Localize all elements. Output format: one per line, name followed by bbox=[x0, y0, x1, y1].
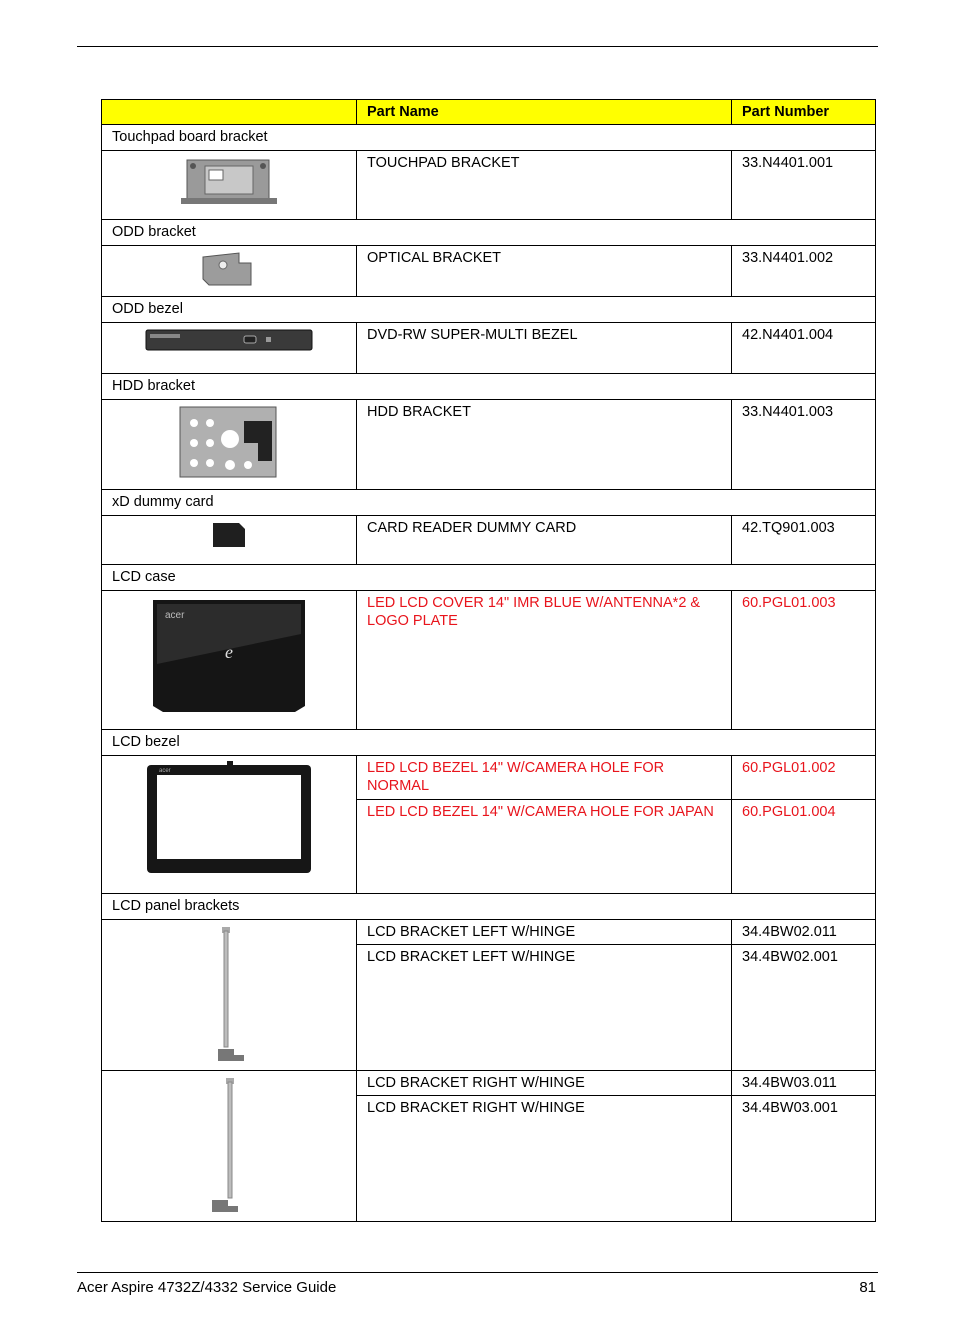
header-image bbox=[102, 100, 357, 125]
lcd-bezel-image bbox=[102, 756, 357, 894]
optical-bracket-image bbox=[102, 246, 357, 297]
lcd-cover-image bbox=[102, 591, 357, 730]
table-row bbox=[102, 591, 876, 730]
part-name-cell: LCD BRACKET RIGHT W/HINGE bbox=[357, 1096, 732, 1222]
category-row: ODD bezel bbox=[102, 297, 876, 323]
part-number-cell: 60.PGL01.002 bbox=[732, 756, 876, 800]
part-number-cell: 42.N4401.004 bbox=[732, 323, 876, 374]
part-name-cell: LCD BRACKET LEFT W/HINGE bbox=[357, 945, 732, 1071]
footer-rule bbox=[77, 1272, 878, 1273]
category-row: HDD bracket bbox=[102, 374, 876, 400]
part-name-cell: LED LCD BEZEL 14" W/CAMERA HOLE FOR NORMAL bbox=[357, 756, 732, 800]
odd-bezel-image bbox=[102, 323, 357, 374]
part-number-cell: 34.4BW03.011 bbox=[732, 1071, 876, 1096]
part-number-cell: 42.TQ901.003 bbox=[732, 516, 876, 565]
part-number-cell: 33.N4401.001 bbox=[732, 151, 876, 220]
header-rule bbox=[77, 46, 878, 47]
table-row bbox=[102, 516, 876, 565]
part-name-cell: CARD READER DUMMY CARD bbox=[357, 516, 732, 565]
part-name-cell: OPTICAL BRACKET bbox=[357, 246, 732, 297]
dummy-card-image bbox=[102, 516, 357, 565]
part-name-cell: TOUCHPAD BRACKET bbox=[357, 151, 732, 220]
table-row bbox=[102, 246, 876, 297]
parts-table bbox=[101, 99, 876, 1222]
svg-text:acer: acer bbox=[165, 610, 185, 621]
svg-text:e: e bbox=[225, 642, 233, 662]
part-number-cell: 34.4BW02.011 bbox=[732, 920, 876, 945]
table-row bbox=[102, 151, 876, 220]
lcd-bracket-left-image bbox=[102, 920, 357, 1071]
part-number-cell: 60.PGL01.003 bbox=[732, 591, 876, 730]
table-header-row bbox=[102, 100, 876, 125]
part-name-cell: LED LCD COVER 14" IMR BLUE W/ANTENNA*2 & LOGO PLATE bbox=[357, 591, 732, 730]
part-name-cell: LCD BRACKET RIGHT W/HINGE bbox=[357, 1071, 732, 1096]
part-name-cell: LED LCD BEZEL 14" W/CAMERA HOLE FOR JAPAN bbox=[357, 800, 732, 894]
part-number-cell: 60.PGL01.004 bbox=[732, 800, 876, 894]
category-row: ODD bracket bbox=[102, 220, 876, 246]
part-number-cell: 34.4BW02.001 bbox=[732, 945, 876, 1071]
header-part-name: Part Name bbox=[357, 100, 732, 125]
hdd-bracket-image bbox=[102, 400, 357, 490]
category-row: LCD bezel bbox=[102, 730, 876, 756]
category-row: LCD case bbox=[102, 565, 876, 591]
table-row bbox=[102, 920, 876, 945]
part-number-cell: 33.N4401.003 bbox=[732, 400, 876, 490]
lcd-bracket-right-image bbox=[102, 1071, 357, 1222]
category-row: LCD panel brackets bbox=[102, 894, 876, 920]
header-part-number: Part Number bbox=[732, 100, 876, 125]
category-row: xD dummy card bbox=[102, 490, 876, 516]
table-row bbox=[102, 400, 876, 490]
table-row bbox=[102, 1071, 876, 1096]
part-name-cell: LCD BRACKET LEFT W/HINGE bbox=[357, 920, 732, 945]
footer-title: Acer Aspire 4732Z/4332 Service Guide bbox=[77, 1279, 337, 1296]
category-row: Touchpad board bracket bbox=[102, 125, 876, 151]
touchpad-bracket-image bbox=[102, 151, 357, 220]
part-name-cell: HDD BRACKET bbox=[357, 400, 732, 490]
table-row bbox=[102, 756, 876, 800]
page-number: 81 bbox=[859, 1279, 876, 1296]
part-number-cell: 33.N4401.002 bbox=[732, 246, 876, 297]
table-row bbox=[102, 323, 876, 374]
part-number-cell: 34.4BW03.001 bbox=[732, 1096, 876, 1222]
svg-text:acer: acer bbox=[159, 768, 171, 774]
part-name-cell: DVD-RW SUPER-MULTI BEZEL bbox=[357, 323, 732, 374]
